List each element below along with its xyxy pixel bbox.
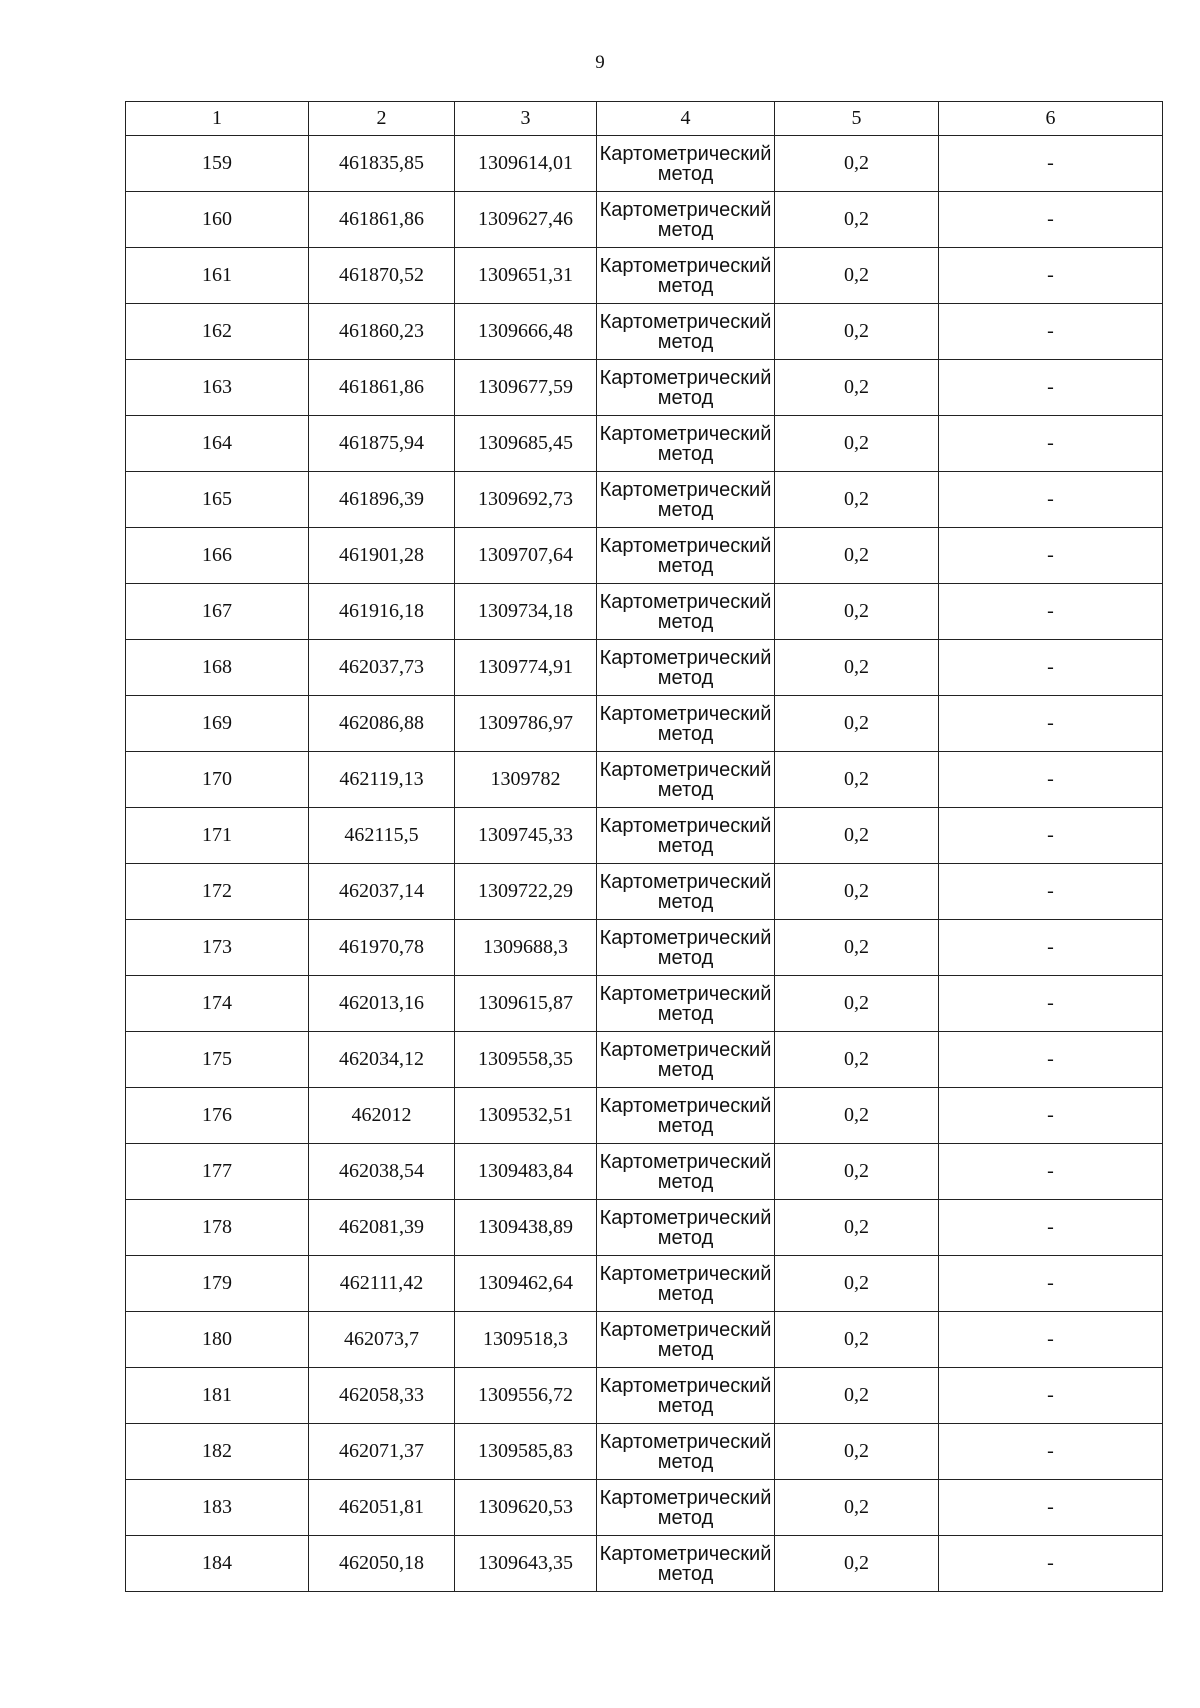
note-value: - <box>939 1312 1163 1368</box>
method-line-2: метод <box>657 1114 714 1137</box>
method-line-2: метод <box>657 1170 714 1193</box>
table-row <box>126 1032 1163 1088</box>
table-row <box>126 248 1163 304</box>
accuracy-value: 0,2 <box>775 1200 939 1256</box>
method-line-2: метод <box>657 1506 714 1529</box>
coordinate-y: 1309745,33 <box>455 808 597 864</box>
coordinate-x: 462086,88 <box>309 696 455 752</box>
coordinate-y: 1309585,83 <box>455 1424 597 1480</box>
column-header-6: 6 <box>939 102 1163 136</box>
coordinate-y: 1309627,46 <box>455 192 597 248</box>
method-line-2: метод <box>657 442 714 465</box>
note-value: - <box>939 808 1163 864</box>
point-number: 167 <box>126 584 309 640</box>
point-number: 174 <box>126 976 309 1032</box>
method-line-1: Картометрический <box>599 814 772 837</box>
method-line-2: метод <box>657 162 714 185</box>
coordinate-y: 1309707,64 <box>455 528 597 584</box>
accuracy-value: 0,2 <box>775 192 939 248</box>
method-line-2: метод <box>657 946 714 969</box>
method-cell <box>597 920 775 976</box>
method-cell <box>597 136 775 192</box>
accuracy-value: 0,2 <box>775 1424 939 1480</box>
coordinate-y: 1309643,35 <box>455 1536 597 1592</box>
note-value: - <box>939 752 1163 808</box>
note-value: - <box>939 136 1163 192</box>
method-cell <box>597 752 775 808</box>
coordinate-x: 462034,12 <box>309 1032 455 1088</box>
accuracy-value: 0,2 <box>775 1312 939 1368</box>
coordinate-y: 1309438,89 <box>455 1200 597 1256</box>
method-line-1: Картометрический <box>599 1262 772 1285</box>
method-line-2: метод <box>657 834 714 857</box>
coordinate-y: 1309483,84 <box>455 1144 597 1200</box>
method-line-2: метод <box>657 890 714 913</box>
accuracy-value: 0,2 <box>775 808 939 864</box>
coordinate-x: 461901,28 <box>309 528 455 584</box>
point-number: 163 <box>126 360 309 416</box>
note-value: - <box>939 976 1163 1032</box>
method-cell <box>597 304 775 360</box>
accuracy-value: 0,2 <box>775 528 939 584</box>
method-cell <box>597 976 775 1032</box>
table-row <box>126 976 1163 1032</box>
table-row <box>126 1200 1163 1256</box>
note-value: - <box>939 1144 1163 1200</box>
table-row <box>126 416 1163 472</box>
note-value: - <box>939 920 1163 976</box>
coordinate-y: 1309786,97 <box>455 696 597 752</box>
table-row <box>126 808 1163 864</box>
table-row <box>126 752 1163 808</box>
accuracy-value: 0,2 <box>775 864 939 920</box>
coordinate-x: 461835,85 <box>309 136 455 192</box>
method-line-2: метод <box>657 778 714 801</box>
note-value: - <box>939 248 1163 304</box>
coordinate-x: 462037,73 <box>309 640 455 696</box>
point-number: 180 <box>126 1312 309 1368</box>
method-line-2: метод <box>657 330 714 353</box>
coordinate-x: 462119,13 <box>309 752 455 808</box>
point-number: 178 <box>126 1200 309 1256</box>
method-line-2: метод <box>657 1394 714 1417</box>
method-line-2: метод <box>657 610 714 633</box>
coordinate-x: 462012 <box>309 1088 455 1144</box>
method-cell <box>597 640 775 696</box>
coordinate-x: 461875,94 <box>309 416 455 472</box>
method-line-2: метод <box>657 1002 714 1025</box>
table-row <box>126 528 1163 584</box>
accuracy-value: 0,2 <box>775 136 939 192</box>
method-line-1: Картометрический <box>599 646 772 669</box>
method-line-2: метод <box>657 386 714 409</box>
method-cell <box>597 192 775 248</box>
coordinate-x: 462050,18 <box>309 1536 455 1592</box>
column-header-5: 5 <box>775 102 939 136</box>
method-line-2: метод <box>657 1562 714 1585</box>
method-line-2: метод <box>657 218 714 241</box>
point-number: 159 <box>126 136 309 192</box>
table-row <box>126 696 1163 752</box>
method-line-1: Картометрический <box>599 702 772 725</box>
coordinate-x: 461870,52 <box>309 248 455 304</box>
table-row <box>126 360 1163 416</box>
method-line-1: Картометрический <box>599 1094 772 1117</box>
accuracy-value: 0,2 <box>775 360 939 416</box>
method-cell <box>597 1480 775 1536</box>
note-value: - <box>939 528 1163 584</box>
table-row <box>126 584 1163 640</box>
coordinate-x: 462051,81 <box>309 1480 455 1536</box>
coordinate-x: 462081,39 <box>309 1200 455 1256</box>
method-line-1: Картометрический <box>599 1038 772 1061</box>
method-cell <box>597 1312 775 1368</box>
method-cell <box>597 696 775 752</box>
note-value: - <box>939 1480 1163 1536</box>
method-line-2: метод <box>657 1282 714 1305</box>
accuracy-value: 0,2 <box>775 472 939 528</box>
point-number: 181 <box>126 1368 309 1424</box>
method-cell <box>597 1536 775 1592</box>
coordinate-x: 461916,18 <box>309 584 455 640</box>
note-value: - <box>939 1536 1163 1592</box>
point-number: 170 <box>126 752 309 808</box>
method-line-1: Картометрический <box>599 310 772 333</box>
coordinate-y: 1309774,91 <box>455 640 597 696</box>
point-number: 162 <box>126 304 309 360</box>
accuracy-value: 0,2 <box>775 976 939 1032</box>
coordinate-y: 1309615,87 <box>455 976 597 1032</box>
method-line-2: метод <box>657 722 714 745</box>
accuracy-value: 0,2 <box>775 584 939 640</box>
accuracy-value: 0,2 <box>775 1480 939 1536</box>
method-line-2: метод <box>657 666 714 689</box>
method-line-1: Картометрический <box>599 1150 772 1173</box>
note-value: - <box>939 1200 1163 1256</box>
method-cell <box>597 1032 775 1088</box>
coordinate-y: 1309734,18 <box>455 584 597 640</box>
note-value: - <box>939 416 1163 472</box>
method-line-1: Картометрический <box>599 982 772 1005</box>
method-line-1: Картометрический <box>599 870 772 893</box>
column-header-3: 3 <box>455 102 597 136</box>
note-value: - <box>939 696 1163 752</box>
method-line-2: метод <box>657 1226 714 1249</box>
method-cell <box>597 528 775 584</box>
coordinate-y: 1309462,64 <box>455 1256 597 1312</box>
note-value: - <box>939 1032 1163 1088</box>
method-cell <box>597 248 775 304</box>
note-value: - <box>939 1368 1163 1424</box>
coordinate-x: 462013,16 <box>309 976 455 1032</box>
method-line-1: Картометрический <box>599 590 772 613</box>
method-line-2: метод <box>657 498 714 521</box>
method-line-2: метод <box>657 1058 714 1081</box>
note-value: - <box>939 1256 1163 1312</box>
accuracy-value: 0,2 <box>775 1256 939 1312</box>
method-line-1: Картометрический <box>599 1486 772 1509</box>
point-number: 179 <box>126 1256 309 1312</box>
method-line-1: Картометрический <box>599 758 772 781</box>
method-line-1: Картометрический <box>599 1430 772 1453</box>
method-line-2: метод <box>657 1338 714 1361</box>
table-row <box>126 304 1163 360</box>
method-line-1: Картометрический <box>599 926 772 949</box>
note-value: - <box>939 584 1163 640</box>
table-row <box>126 920 1163 976</box>
method-cell <box>597 1088 775 1144</box>
accuracy-value: 0,2 <box>775 1144 939 1200</box>
coordinate-x: 461896,39 <box>309 472 455 528</box>
method-line-1: Картометрический <box>599 198 772 221</box>
coordinate-x: 462111,42 <box>309 1256 455 1312</box>
point-number: 161 <box>126 248 309 304</box>
note-value: - <box>939 1088 1163 1144</box>
accuracy-value: 0,2 <box>775 1536 939 1592</box>
point-number: 184 <box>126 1536 309 1592</box>
table-header-row <box>126 102 1163 136</box>
table-row <box>126 1312 1163 1368</box>
method-line-1: Картометрический <box>599 254 772 277</box>
table-row <box>126 1536 1163 1592</box>
method-cell <box>597 1144 775 1200</box>
coordinate-x: 461861,86 <box>309 360 455 416</box>
coordinate-x: 462115,5 <box>309 808 455 864</box>
method-cell <box>597 1424 775 1480</box>
method-cell <box>597 1200 775 1256</box>
point-number: 176 <box>126 1088 309 1144</box>
table-row <box>126 136 1163 192</box>
method-line-1: Картометрический <box>599 422 772 445</box>
coordinates-table <box>125 101 1163 1592</box>
note-value: - <box>939 304 1163 360</box>
point-number: 166 <box>126 528 309 584</box>
method-cell <box>597 1256 775 1312</box>
page-number: 9 <box>595 52 605 73</box>
method-line-1: Картометрический <box>599 478 772 501</box>
table-row <box>126 192 1163 248</box>
table-row <box>126 1144 1163 1200</box>
note-value: - <box>939 192 1163 248</box>
coordinate-x: 462073,7 <box>309 1312 455 1368</box>
table-row <box>126 640 1163 696</box>
coordinate-x: 462058,33 <box>309 1368 455 1424</box>
accuracy-value: 0,2 <box>775 1088 939 1144</box>
method-cell <box>597 472 775 528</box>
coordinate-x: 462038,54 <box>309 1144 455 1200</box>
point-number: 177 <box>126 1144 309 1200</box>
table-row <box>126 1256 1163 1312</box>
table-row <box>126 1480 1163 1536</box>
coordinate-y: 1309692,73 <box>455 472 597 528</box>
accuracy-value: 0,2 <box>775 640 939 696</box>
point-number: 183 <box>126 1480 309 1536</box>
coordinate-y: 1309722,29 <box>455 864 597 920</box>
column-header-4: 4 <box>597 102 775 136</box>
coordinate-x: 461860,23 <box>309 304 455 360</box>
accuracy-value: 0,2 <box>775 1368 939 1424</box>
method-line-2: метод <box>657 554 714 577</box>
coordinate-x: 462071,37 <box>309 1424 455 1480</box>
coordinate-y: 1309556,72 <box>455 1368 597 1424</box>
table-row <box>126 472 1163 528</box>
point-number: 175 <box>126 1032 309 1088</box>
point-number: 164 <box>126 416 309 472</box>
table-row <box>126 864 1163 920</box>
method-line-2: метод <box>657 274 714 297</box>
method-line-1: Картометрический <box>599 142 772 165</box>
method-cell <box>597 416 775 472</box>
table-row <box>126 1368 1163 1424</box>
method-line-1: Картометрический <box>599 534 772 557</box>
point-number: 168 <box>126 640 309 696</box>
table-body <box>126 136 1163 1592</box>
method-cell <box>597 1368 775 1424</box>
coordinate-y: 1309614,01 <box>455 136 597 192</box>
accuracy-value: 0,2 <box>775 752 939 808</box>
note-value: - <box>939 1424 1163 1480</box>
point-number: 169 <box>126 696 309 752</box>
column-header-2: 2 <box>309 102 455 136</box>
point-number: 182 <box>126 1424 309 1480</box>
coordinate-y: 1309685,45 <box>455 416 597 472</box>
method-cell <box>597 360 775 416</box>
note-value: - <box>939 640 1163 696</box>
point-number: 173 <box>126 920 309 976</box>
accuracy-value: 0,2 <box>775 304 939 360</box>
accuracy-value: 0,2 <box>775 696 939 752</box>
point-number: 160 <box>126 192 309 248</box>
point-number: 165 <box>126 472 309 528</box>
method-line-1: Картометрический <box>599 366 772 389</box>
note-value: - <box>939 472 1163 528</box>
coordinate-y: 1309620,53 <box>455 1480 597 1536</box>
coordinate-x: 461970,78 <box>309 920 455 976</box>
coordinate-y: 1309688,3 <box>455 920 597 976</box>
note-value: - <box>939 864 1163 920</box>
method-line-2: метод <box>657 1450 714 1473</box>
note-value: - <box>939 360 1163 416</box>
table-row <box>126 1088 1163 1144</box>
table-row <box>126 1424 1163 1480</box>
accuracy-value: 0,2 <box>775 416 939 472</box>
column-header-1: 1 <box>126 102 309 136</box>
coordinate-y: 1309666,48 <box>455 304 597 360</box>
accuracy-value: 0,2 <box>775 248 939 304</box>
accuracy-value: 0,2 <box>775 1032 939 1088</box>
coordinate-y: 1309782 <box>455 752 597 808</box>
method-cell <box>597 808 775 864</box>
accuracy-value: 0,2 <box>775 920 939 976</box>
coordinate-x: 462037,14 <box>309 864 455 920</box>
point-number: 171 <box>126 808 309 864</box>
coordinate-y: 1309532,51 <box>455 1088 597 1144</box>
coordinate-y: 1309558,35 <box>455 1032 597 1088</box>
method-line-1: Картометрический <box>599 1374 772 1397</box>
method-cell <box>597 584 775 640</box>
method-line-1: Картометрический <box>599 1206 772 1229</box>
point-number: 172 <box>126 864 309 920</box>
coordinate-y: 1309677,59 <box>455 360 597 416</box>
method-line-1: Картометрический <box>599 1542 772 1565</box>
method-cell <box>597 864 775 920</box>
coordinate-y: 1309518,3 <box>455 1312 597 1368</box>
coordinate-y: 1309651,31 <box>455 248 597 304</box>
coordinate-x: 461861,86 <box>309 192 455 248</box>
method-line-1: Картометрический <box>599 1318 772 1341</box>
